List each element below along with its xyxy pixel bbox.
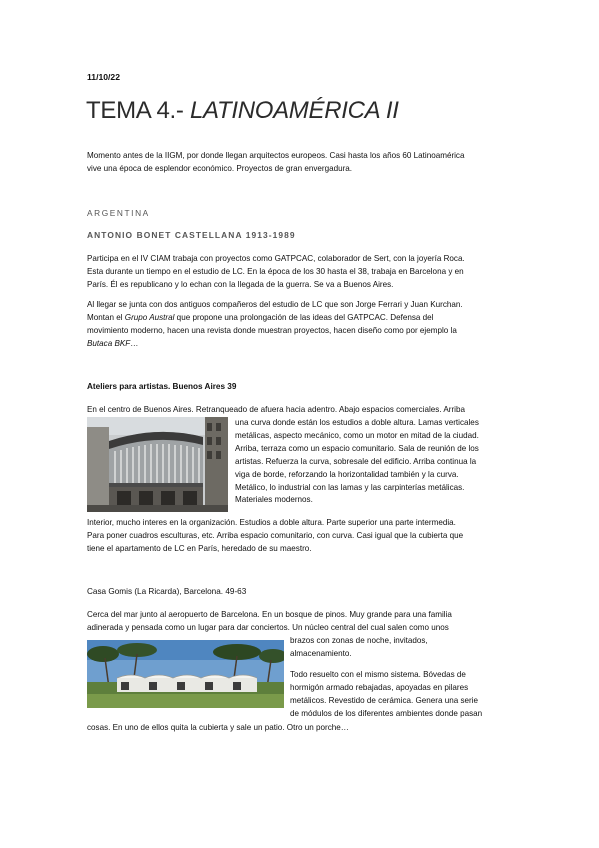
butaca-bkf-text: Butaca BKF <box>87 338 131 348</box>
bio-paragraph-2 <box>87 299 463 351</box>
ateliers-line: Materiales modernos. <box>235 495 313 505</box>
gomis-line: brazos con zonas de noche, invitados, <box>290 636 428 645</box>
bio-line: París. Él es republicano y lo echan con la llegada de la guerra. Se va a Buenos Aires. <box>87 279 394 289</box>
bio-text: … <box>130 338 139 348</box>
ateliers-intro-line: En el centro de Buenos Aires. Retranqueado de afuera hacia adentro. Abajo espacios comerciales. Arriba <box>87 405 465 414</box>
gomis-line: adinerada y pensada como un lugar para dar conciertos. Un núcleo central del cual salen como unos <box>87 622 449 632</box>
gomis-full-text <box>87 609 452 635</box>
date: 11/10/22 <box>87 72 120 82</box>
gomis-last-line: cosas. En uno de ellos quita la cubierta y sale un patio. Otro un porche… <box>87 723 349 732</box>
ateliers-line: viga de borde, reforzando la horizontalidad también y la curva. <box>235 469 459 479</box>
ateliers-side-text <box>235 417 479 507</box>
bio-line: movimiento moderno, hacen una revista donde muestran proyectos, hacen diseño como por ejemplo la <box>87 325 457 335</box>
gomis-line: hormigón armado rebajadas, apoyadas en pilares <box>290 682 469 692</box>
ateliers-line: Arriba, terraza como un espacio comunitario. Sala de reunión de los <box>235 443 479 453</box>
gomis-line: almacenamiento. <box>290 648 352 658</box>
gomis-heading: Casa Gomis (La Ricarda), Barcelona. 49-63 <box>87 587 247 596</box>
title-prefix: TEMA 4.- <box>86 97 190 124</box>
bio-line: Participa en el IV CIAM trabaja con proyectos como GATPCAC, colaborador de Sert, con la joyería Roca. <box>87 254 465 263</box>
gomis-side-text-1 <box>290 635 428 661</box>
ateliers-building-photo <box>87 417 228 512</box>
architect-heading: ANTONIO BONET CASTELLANA 1913-1989 <box>87 230 296 240</box>
ateliers-line: una curva donde están los estudios a doble altura. Lamas verticales <box>235 418 479 427</box>
gomis-photo-graphic <box>87 640 284 708</box>
bio-text: que propone una prolongación de las ideas del GATPCAC. Defensa del <box>174 312 434 322</box>
intro-line: vive una época de esplendor económico. Proyectos de gran envergadura. <box>87 163 353 173</box>
gomis-line: Todo resuelto con el mismo sistema. Bóvedas de <box>290 670 466 679</box>
bio-text: Montan el <box>87 312 125 322</box>
bio-line <box>87 338 463 351</box>
bio-line <box>87 312 463 325</box>
bio-line: Al llegar se junta con dos antiguos compañeros del estudio de LC que son Jorge Ferrari y Juan Kurchan. <box>87 300 463 309</box>
gomis-line: metálicos. Revestido de cerámica. Genera una serie <box>290 695 479 705</box>
intro-paragraph <box>87 150 464 176</box>
ateliers-line: metálicas, aspecto mecánico, como un motor en mitad de la ciudad. <box>235 430 479 440</box>
ateliers-line: artistas. Refuerza la curva, sobresale del edificio. Arriba continua la <box>235 456 477 466</box>
bio-line: Esta durante un tiempo en el estudio de LC. En la época de los 30 hasta el 38, trabaja en Barcelona y en <box>87 266 464 276</box>
ateliers-line: Interior, mucho interes en la organización. Estudios a doble altura. Parte superior una parte intermedia. <box>87 518 456 527</box>
casa-gomis-photo <box>87 640 284 708</box>
ateliers-line: tiene el apartamento de LC en París, heredado de su maestro. <box>87 543 312 553</box>
page-title <box>86 97 399 125</box>
ateliers-line: Metálico, lo industrial con las lamas y las carpinterías metálicas. <box>235 482 465 492</box>
ateliers-photo-graphic <box>87 417 228 512</box>
grupo-austral-text: Grupo Austral <box>124 312 175 322</box>
gomis-line: Cerca del mar junto al aeropuerto de Barcelona. En un bosque de pinos. Muy grande para una familia <box>87 610 452 619</box>
gomis-line: de módulos de los diferentes ambientes donde pasan <box>290 708 483 718</box>
section-heading: ARGENTINA <box>87 208 150 218</box>
intro-line: Momento antes de la IIGM, por donde llegan arquitectos europeos. Casi hasta los años 60 Latinoamérica <box>87 151 465 160</box>
title-italic: LATINOAMÉRICA II <box>190 97 399 124</box>
ateliers-heading: Ateliers para artistas. Buenos Aires 39 <box>87 382 237 391</box>
ateliers-after-text <box>87 517 463 556</box>
bio-paragraph-1 <box>87 253 465 292</box>
ateliers-line: Para poner cuadros esculturas, etc. Arriba espacio comunitario, con curva. Casi igual que la cubierta que <box>87 530 464 540</box>
gomis-side-text-2 <box>290 669 482 721</box>
